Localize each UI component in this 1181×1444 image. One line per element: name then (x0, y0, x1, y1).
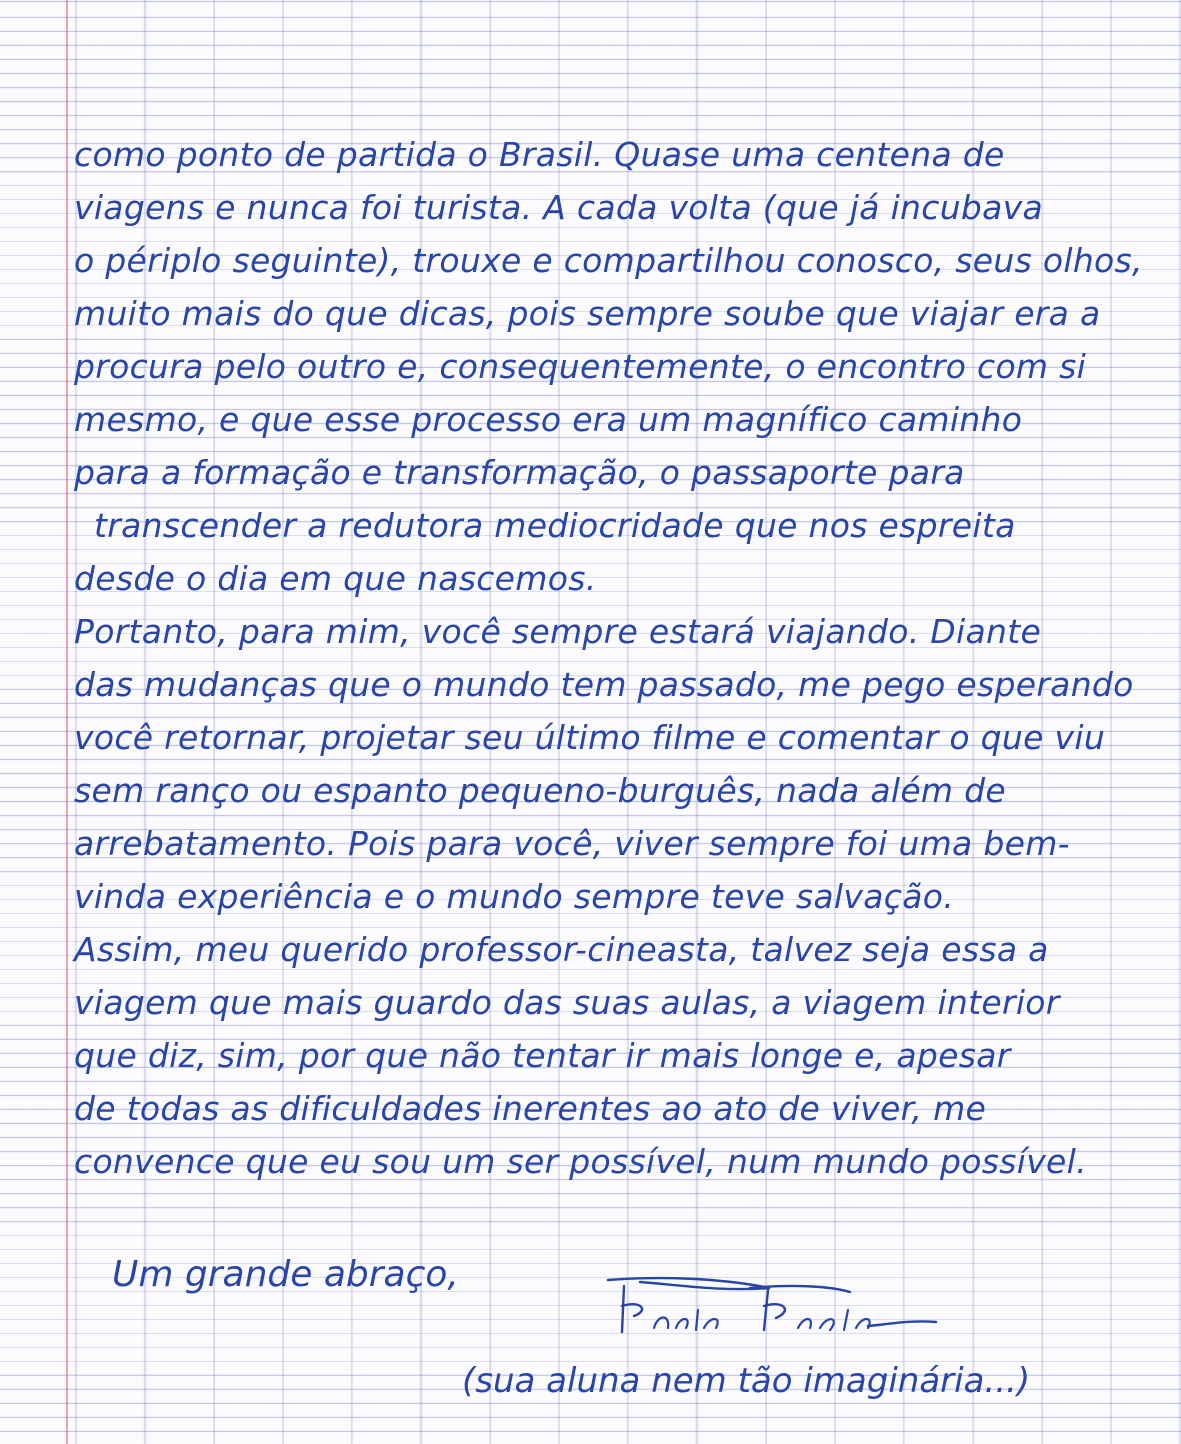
letter-line: desde o dia em que nascemos. (74, 559, 597, 598)
letter-line: o périplo seguinte), trouxe e compartilhou conosco, seus olhos, (74, 241, 1143, 280)
letter-line: sem ranço ou espanto pequeno-burguês, nada além de (74, 771, 1007, 810)
letter-body (74, 128, 1174, 1188)
letter-line: Portanto, para mim, você sempre estará viajando. Diante (74, 612, 1042, 651)
margin-line (66, 0, 68, 1444)
letter-line: como ponto de partida o Brasil. Quase uma centena de (74, 135, 1005, 174)
letter-line: das mudanças que o mundo tem passado, me pego esperando (74, 665, 1134, 704)
letter-line: mesmo, e que esse processo era um magnífico caminho (74, 400, 1023, 439)
letter-line: viagem que mais guardo das suas aulas, a viagem interior (74, 983, 1060, 1022)
letter-line: muito mais do que dicas, pois sempre soube que viajar era a (74, 294, 1101, 333)
letter-line: você retornar, projetar seu último filme e comentar o que viu (74, 718, 1106, 757)
letter-line: convence que eu sou um ser possível, num mundo possível. (74, 1142, 1087, 1181)
signature-scribble (600, 1270, 960, 1350)
letter-line: Assim, meu querido professor-cineasta, talvez seja essa a (74, 930, 1049, 969)
letter-line: arrebatamento. Pois para você, viver sempre foi uma bem- (74, 824, 1070, 863)
letter-line: vinda experiência e o mundo sempre teve salvação. (74, 877, 954, 916)
letter-line: que diz, sim, por que não tentar ir mais longe e, apesar (74, 1036, 1011, 1075)
letter-line: viagens e nunca foi turista. A cada volta (que já incubava (74, 188, 1044, 227)
letter-line: de todas as dificuldades inerentes ao ato de viver, me (74, 1089, 987, 1128)
closing-salutation: Um grande abraço, (112, 1254, 459, 1295)
letter-line: para a formação e transformação, o passaporte para (74, 453, 965, 492)
letter-line: procura pelo outro e, consequentemente, o encontro com si (74, 347, 1087, 386)
postscript-note: (sua aluna nem tão imaginária...) (462, 1361, 1031, 1401)
handwritten-signature (600, 1270, 960, 1350)
letter-line: transcender a redutora mediocridade que nos espreita (94, 506, 1016, 545)
